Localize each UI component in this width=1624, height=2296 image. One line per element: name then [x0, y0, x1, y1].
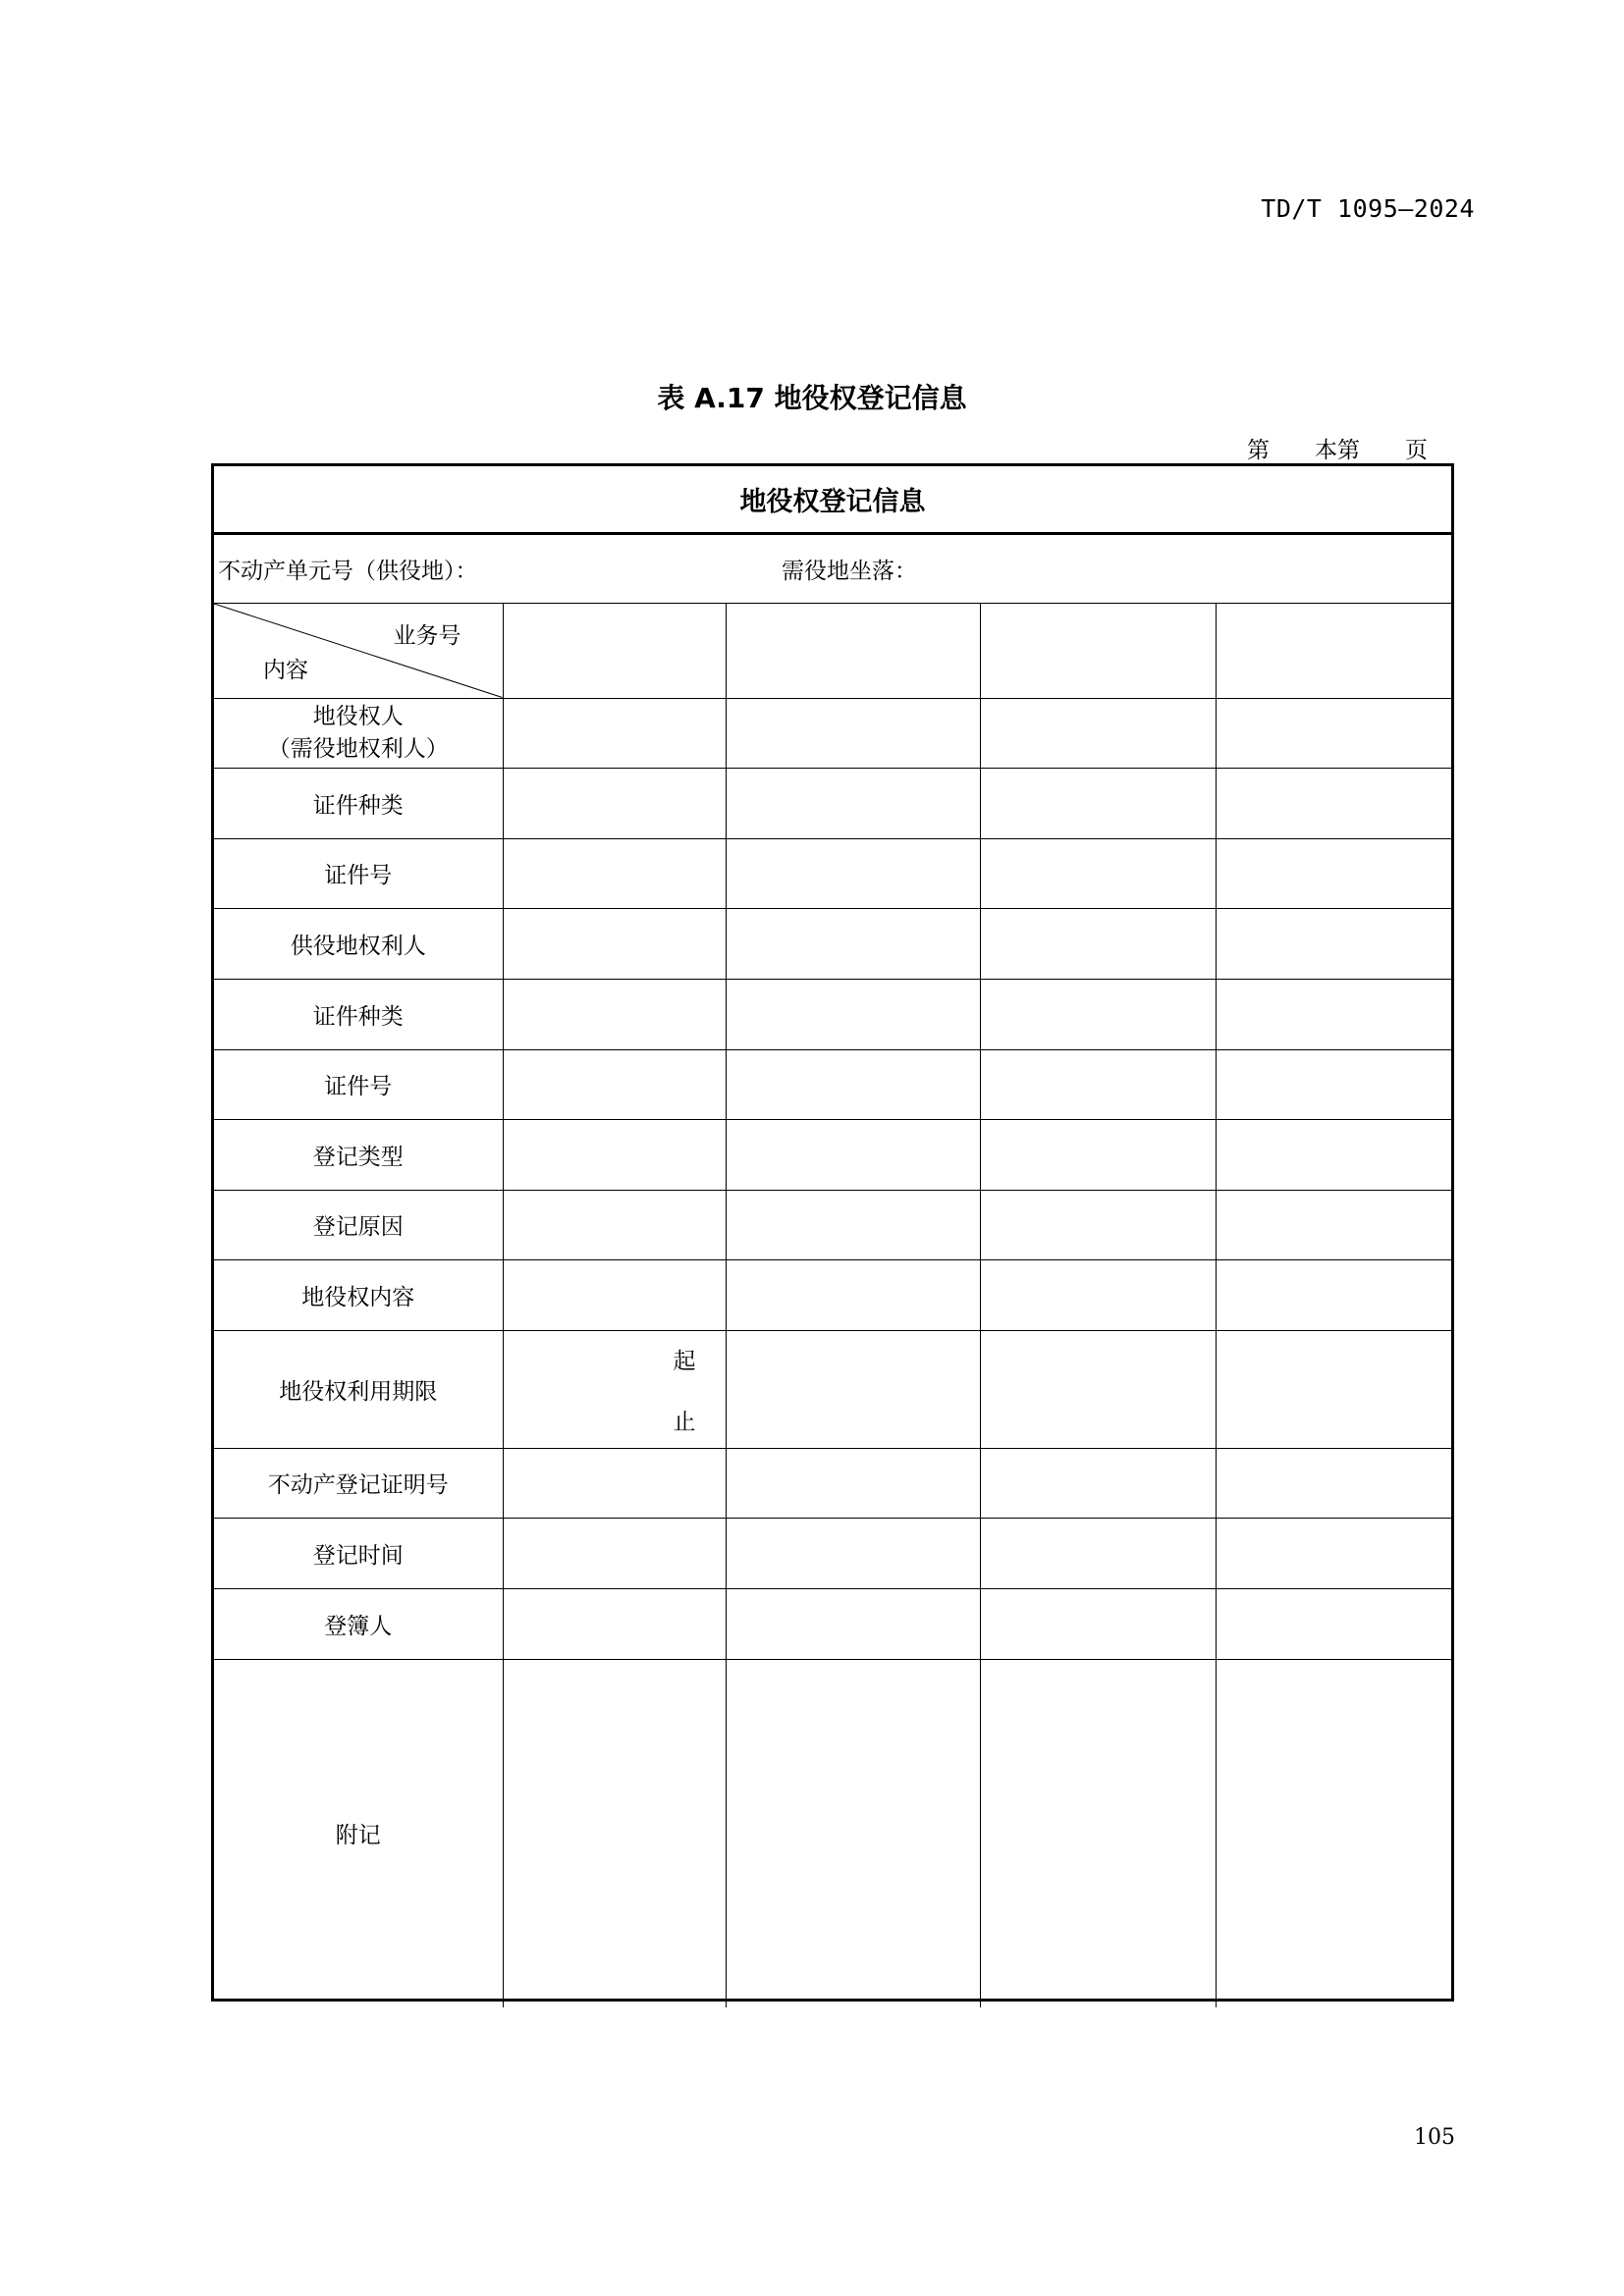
table-row — [214, 604, 1451, 698]
value-cell[interactable] — [503, 1588, 726, 1659]
value-cell[interactable] — [980, 1330, 1216, 1448]
value-cell[interactable] — [980, 1190, 1216, 1259]
value-cell[interactable] — [1216, 1119, 1451, 1190]
value-cell[interactable] — [726, 1119, 980, 1190]
page-number: 105 — [1414, 2125, 1455, 2150]
value-cell[interactable] — [726, 1588, 980, 1659]
value-cell[interactable] — [503, 698, 726, 768]
value-cell[interactable] — [1216, 1190, 1451, 1259]
row-label: 供役地权利人 — [214, 908, 503, 979]
row-label — [214, 698, 503, 768]
value-cell[interactable] — [980, 1259, 1216, 1330]
value-cell[interactable] — [726, 768, 980, 838]
standard-code: TD/T 1095—2024 — [1261, 194, 1475, 223]
table-row — [214, 1190, 1451, 1259]
period-start-label: 起 — [673, 1348, 696, 1374]
value-cell[interactable] — [1216, 768, 1451, 838]
row-label: 附记 — [214, 1659, 503, 2007]
business-no-cell[interactable] — [1216, 604, 1451, 698]
table-row — [214, 698, 1451, 768]
value-cell[interactable] — [1216, 1588, 1451, 1659]
registration-form — [211, 463, 1454, 2002]
business-no-cell[interactable] — [980, 604, 1216, 698]
row-label: 地役权内容 — [214, 1259, 503, 1330]
value-cell[interactable] — [1216, 1659, 1451, 2007]
period-end-label: 止 — [673, 1409, 696, 1435]
value-cell[interactable] — [726, 1518, 980, 1588]
page-indicator-part1: 第 — [1247, 438, 1270, 463]
value-cell[interactable] — [503, 1259, 726, 1330]
value-cell[interactable] — [1216, 1049, 1451, 1119]
value-cell[interactable] — [726, 1190, 980, 1259]
value-cell[interactable] — [980, 1518, 1216, 1588]
value-cell[interactable] — [980, 1049, 1216, 1119]
value-cell[interactable] — [980, 979, 1216, 1049]
value-cell[interactable] — [1216, 698, 1451, 768]
table-row — [214, 1588, 1451, 1659]
value-cell[interactable] — [726, 979, 980, 1049]
row-label: 证件种类 — [214, 768, 503, 838]
row-label: 不动产登记证明号 — [214, 1448, 503, 1518]
value-cell[interactable] — [726, 1049, 980, 1119]
page-indicator — [1247, 432, 1428, 464]
value-cell[interactable] — [980, 1659, 1216, 2007]
row-label: 证件号 — [214, 1049, 503, 1119]
table-title: 表 A.17 地役权登记信息 — [657, 382, 967, 414]
table-row — [214, 979, 1451, 1049]
business-no-cell[interactable] — [503, 604, 726, 698]
value-cell[interactable] — [503, 838, 726, 908]
value-cell[interactable] — [503, 1049, 726, 1119]
value-cell[interactable] — [726, 1659, 980, 2007]
table-row — [214, 1518, 1451, 1588]
value-cell[interactable] — [503, 768, 726, 838]
table-row — [214, 1049, 1451, 1119]
table-row — [214, 838, 1451, 908]
page-indicator-part3: 页 — [1405, 438, 1428, 463]
value-cell[interactable] — [1216, 1330, 1451, 1448]
table-row — [214, 1448, 1451, 1518]
value-cell[interactable] — [980, 838, 1216, 908]
value-cell[interactable] — [503, 1190, 726, 1259]
value-cell[interactable] — [1216, 1448, 1451, 1518]
value-cell[interactable] — [1216, 979, 1451, 1049]
row-label: 证件种类 — [214, 979, 503, 1049]
unit-number-label: 不动产单元号（供役地）： — [218, 559, 478, 584]
content-label: 内容 — [263, 657, 308, 683]
value-cell[interactable] — [726, 1448, 980, 1518]
table-row — [214, 1259, 1451, 1330]
value-cell[interactable] — [503, 1518, 726, 1588]
form-title: 地役权登记信息 — [214, 466, 1451, 535]
row-label: 证件号 — [214, 838, 503, 908]
table-row — [214, 908, 1451, 979]
table-row — [214, 1330, 1451, 1448]
value-cell[interactable] — [503, 1448, 726, 1518]
diagonal-header-cell — [214, 604, 503, 698]
value-cell[interactable] — [503, 979, 726, 1049]
value-cell[interactable] — [980, 908, 1216, 979]
value-cell[interactable] — [503, 1119, 726, 1190]
row-label: 登记原因 — [214, 1190, 503, 1259]
table-row — [214, 768, 1451, 838]
row-label: 登簿人 — [214, 1588, 503, 1659]
info-row — [214, 535, 1451, 604]
value-cell[interactable] — [726, 1330, 980, 1448]
value-cell[interactable] — [980, 1588, 1216, 1659]
row-label-line2: （需役地权利人） — [267, 735, 449, 762]
value-cell[interactable] — [1216, 838, 1451, 908]
value-cell[interactable] — [1216, 908, 1451, 979]
value-cell[interactable] — [726, 838, 980, 908]
value-cell[interactable] — [980, 768, 1216, 838]
registration-table — [214, 604, 1451, 2007]
row-label: 登记时间 — [214, 1518, 503, 1588]
value-cell[interactable] — [980, 1119, 1216, 1190]
value-cell[interactable] — [726, 908, 980, 979]
table-row — [214, 1119, 1451, 1190]
value-cell[interactable] — [503, 1659, 726, 2007]
value-cell[interactable] — [1216, 1259, 1451, 1330]
value-cell[interactable] — [503, 908, 726, 979]
value-cell[interactable] — [726, 698, 980, 768]
value-cell[interactable] — [980, 1448, 1216, 1518]
page-indicator-part2: 本第 — [1315, 438, 1360, 463]
row-label: 地役权利用期限 — [214, 1330, 503, 1448]
value-cell[interactable] — [1216, 1518, 1451, 1588]
business-no-label: 业务号 — [393, 623, 461, 649]
location-label: 需役地坐落： — [782, 559, 917, 584]
row-label: 登记类型 — [214, 1119, 503, 1190]
value-cell[interactable] — [726, 1259, 980, 1330]
value-cell[interactable] — [980, 698, 1216, 768]
business-no-cell[interactable] — [726, 604, 980, 698]
row-label-line1: 地役权人 — [312, 703, 404, 729]
table-row — [214, 1659, 1451, 2007]
period-cell[interactable] — [503, 1330, 726, 1448]
